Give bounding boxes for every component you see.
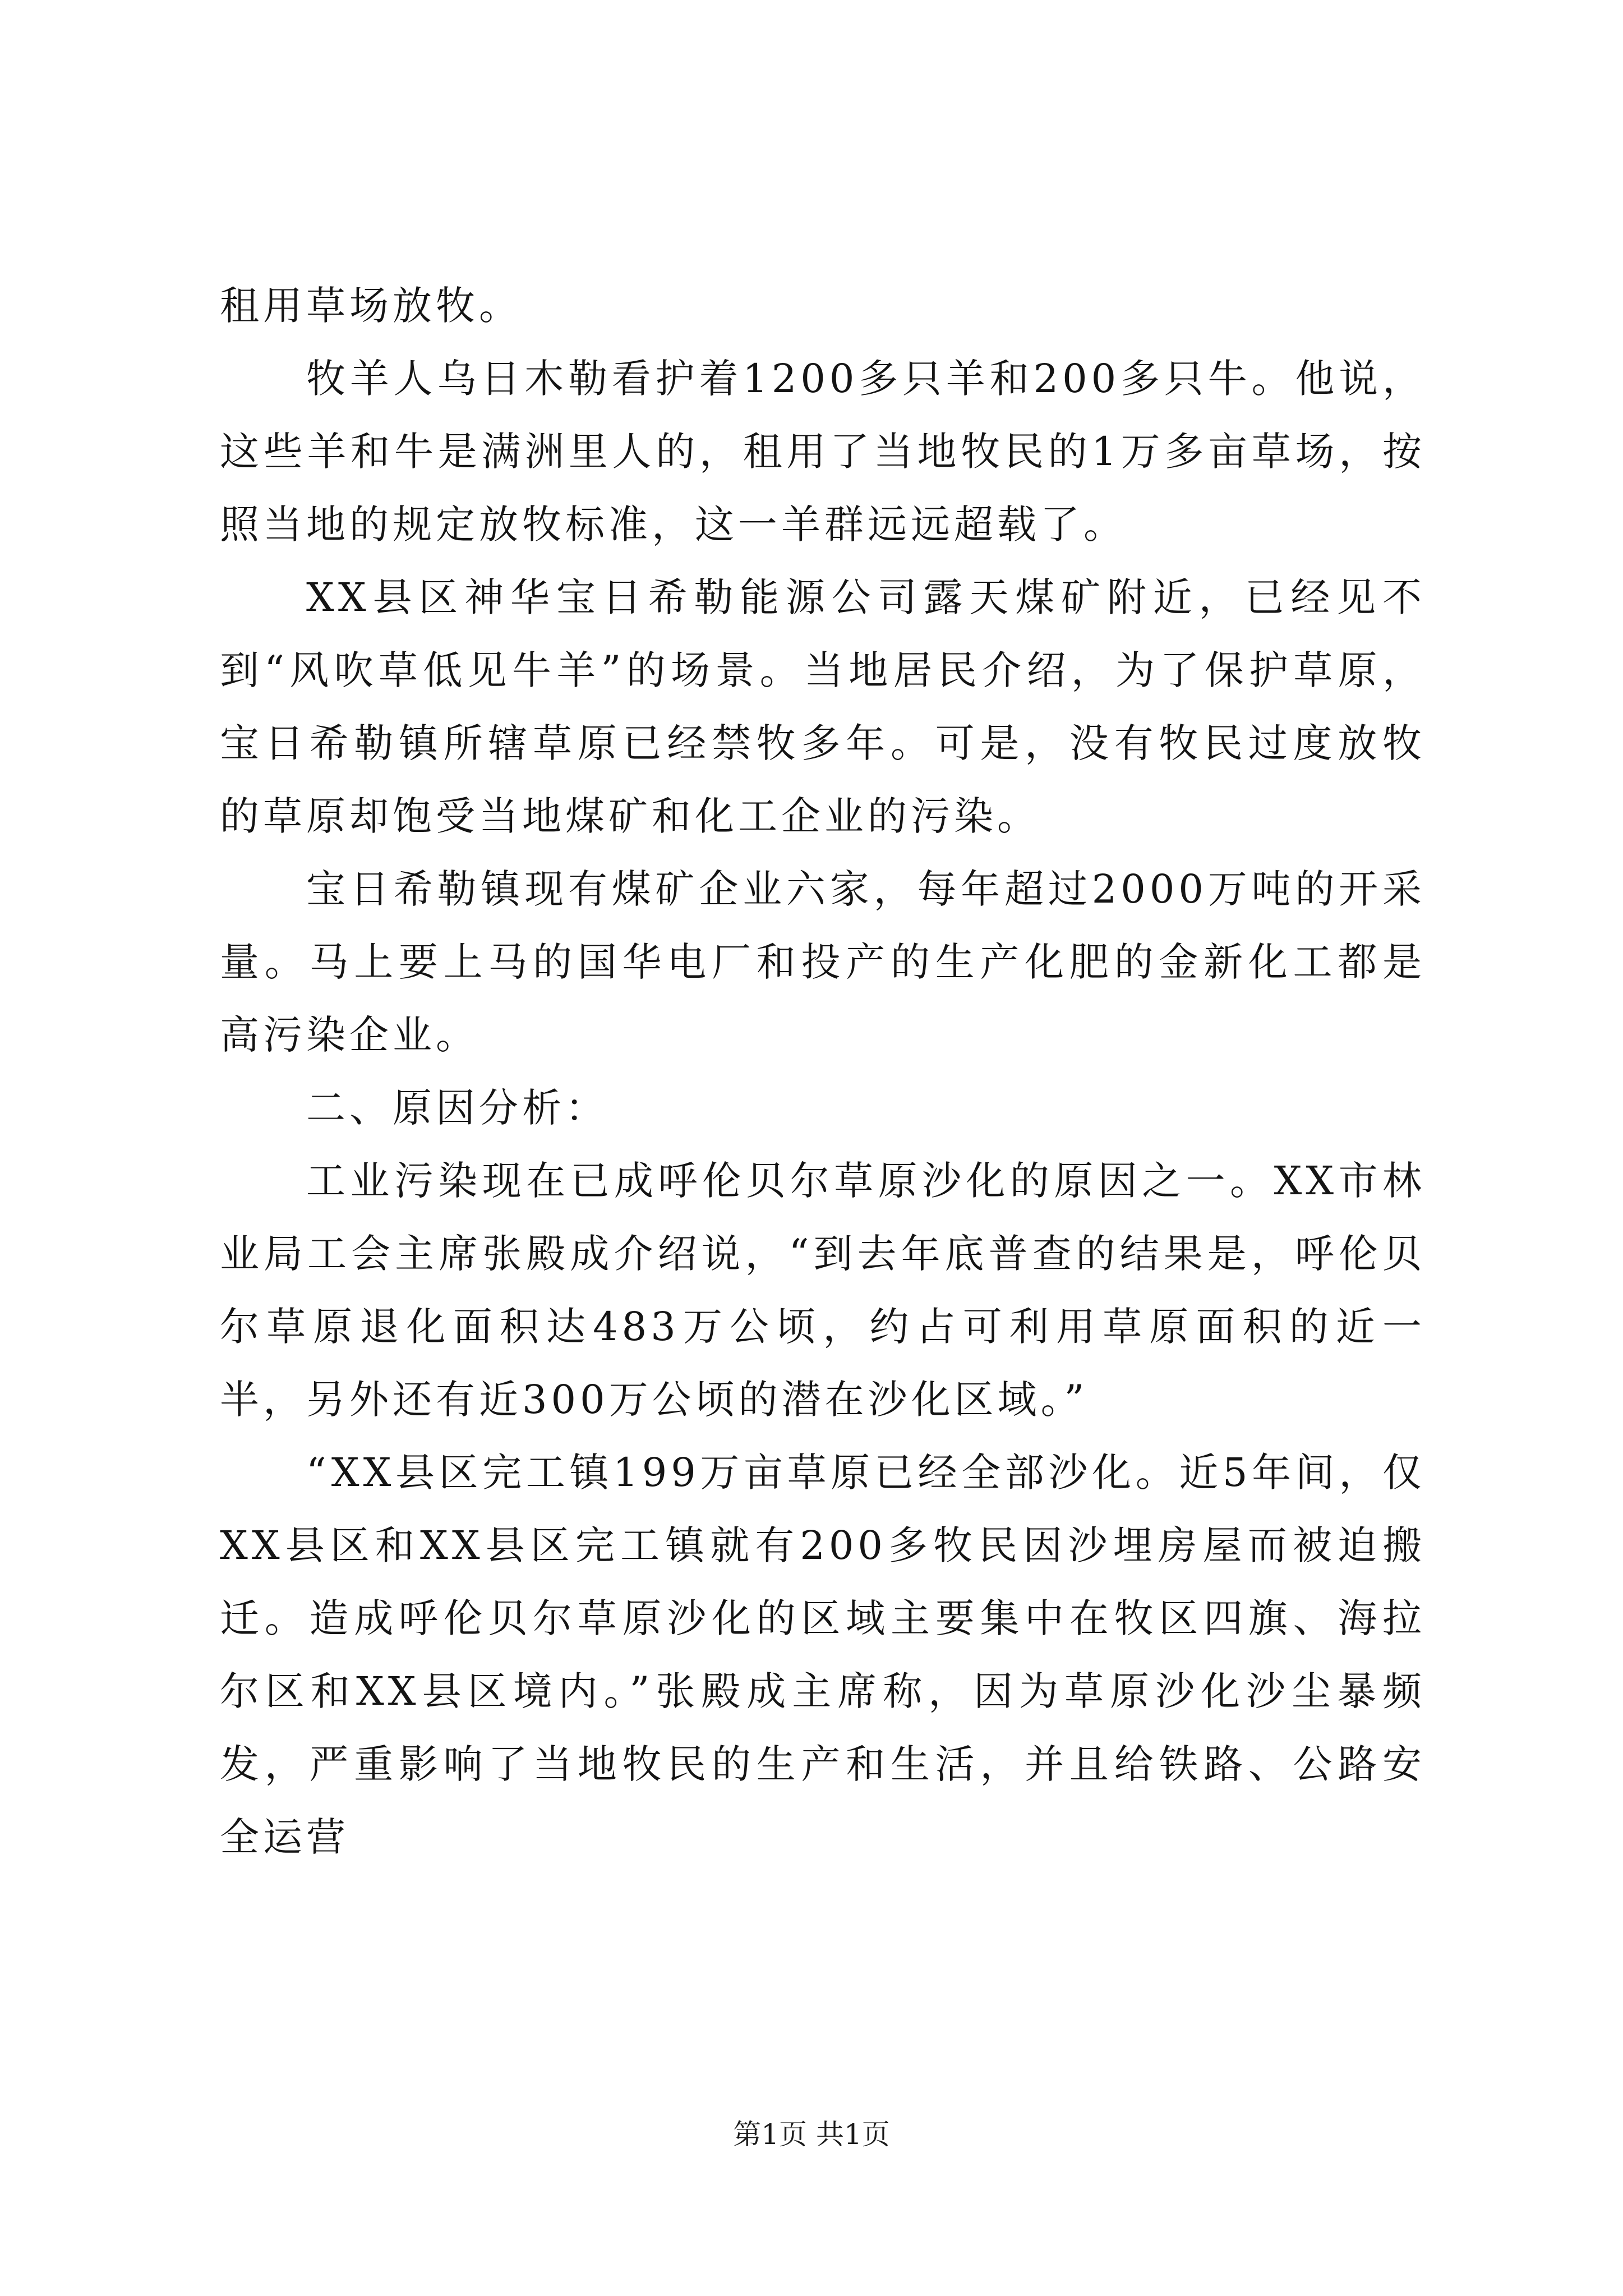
- paragraph-coal-mine: XX县区神华宝日希勒能源公司露天煤矿附近，已经见不到“风吹草低见牛羊”的场景。当地居民介绍，为了保护草原，宝日希勒镇所辖草原已经禁牧多年。可是，没有牧民过度放牧的草原却饱受当地煤矿和化工企业的污染。: [220, 574, 1426, 839]
- page-footer: 第1页 共1页: [733, 2118, 890, 2151]
- paragraph-continued: 租用草场放牧。: [220, 283, 522, 329]
- section-heading-cause-analysis: 二、原因分析：: [306, 1085, 608, 1131]
- paragraph-industrial-pollution: 工业污染现在已成呼伦贝尔草原沙化的原因之一。XX市林业局工会主席张殿成介绍说，“到去年底普查的结果是，呼伦贝尔草原退化面积达483万公顷，约占可利用草原面积的近一半，另外还有近300万公顷的潜在沙化区域。”: [220, 1158, 1426, 1423]
- paragraph-herder: 牧羊人乌日木勒看护着1200多只羊和200多只牛。他说，这些羊和牛是满洲里人的，租用了当地牧民的1万多亩草场，按照当地的规定放牧标准，这一羊群远远超载了。: [220, 356, 1426, 547]
- paragraph-enterprises: 宝日希勒镇现有煤矿企业六家，每年超过2000万吨的开采量。马上要上马的国华电厂和投产的生产化肥的金新化工都是高污染企业。: [220, 866, 1426, 1058]
- document-body: [220, 269, 1426, 1874]
- paragraph-desertification: “XX县区完工镇199万亩草原已经全部沙化。近5年间，仅XX县区和XX县区完工镇就有200多牧民因沙埋房屋而被迫搬迁。造成呼伦贝尔草原沙化的区域主要集中在牧区四旗、海拉尔区和XX县区境内。”张殿成主席称，因为草原沙化沙尘暴频发，严重影响了当地牧民的生产和生活，并且给铁路、公路安全运营: [220, 1450, 1426, 1860]
